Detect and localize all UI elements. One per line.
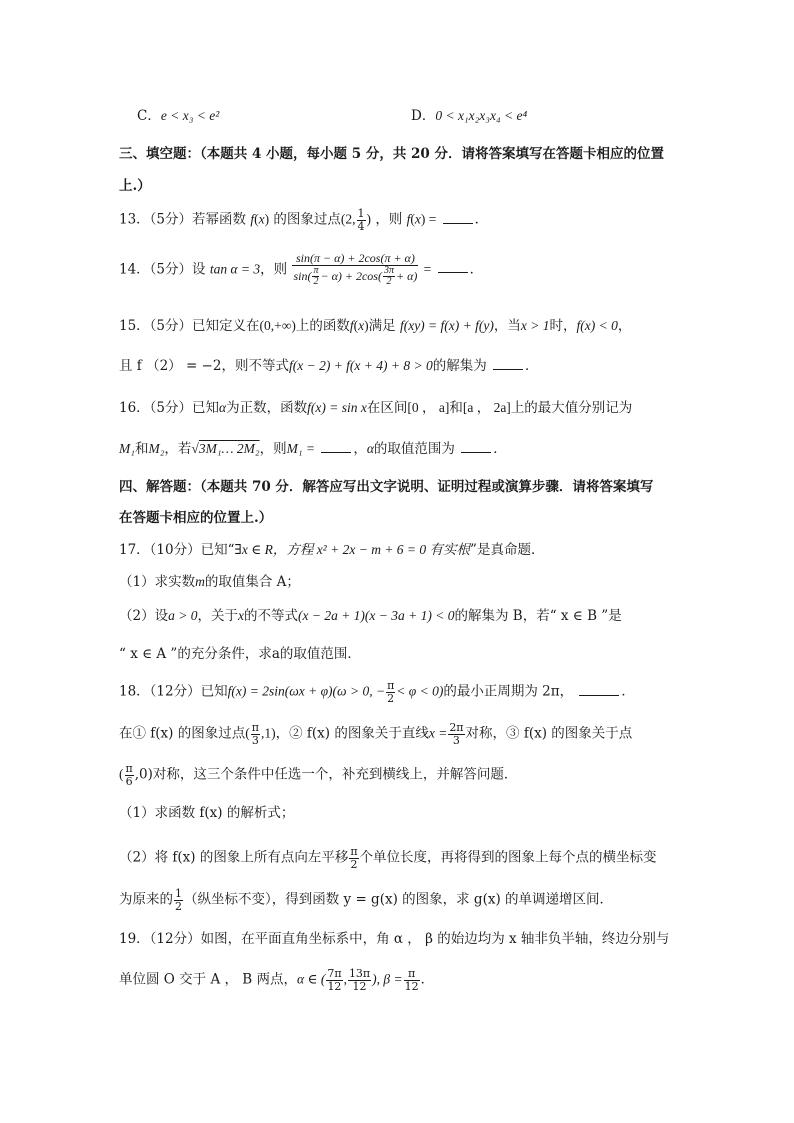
question-14: 14．（5分）设 tan α = 3，则 sin(π − α) + 2cos(π + α) sin( $\frac{\pi}{2}$ − α) + 2cos( $\frac{3\pi}{2}$ + α) = ． (119, 251, 484, 288)
answer-blank[interactable] (443, 222, 473, 224)
question-19: 19．（12分）如图，在平面直角坐标系中，角 α ， β 的始边均为 x 轴非负半轴，终边分别与 (119, 931, 670, 947)
fraction-one-quarter: $\frac{1}{4}$ (357, 207, 365, 233)
section-3-heading: 三、填空题：（本题共 4 小题，每小题 5 分，共 20 分．请将答案填写在答题卡相应的位置 (119, 146, 665, 162)
option-d: D．0 < x₁x₂x₃x₄ < e⁴ (411, 108, 528, 124)
question-18-conditions: 在① f(x) 的图象过点( $\frac{\pi}{3}$ ,1)，② f(x) 的图象关于直线x = $\frac{2\pi}{3}$ 对称，③ f(x) 的图象关于点 (119, 721, 633, 747)
option-c: C．e < x₃ < e² (137, 108, 220, 124)
question-13: 13．（5分）若幂函数 f(x) 的图象过点(2, $\frac{1}{4}$ ) ，则 f(x) = ． (119, 207, 489, 233)
question-15-line1: 15．（5分）已知定义在(0,+∞)上的函数f(x)满足 f(xy) = f(x) + f(y)，当x > 1时，f(x) < 0， (119, 318, 632, 334)
question-18-part2: （2）将 f(x) 的图象上所有点向左平移 $\frac{\pi}{2}$ 个单位长度，再将得到的图象上每个点的横坐标变 (119, 845, 657, 871)
q14-fraction: sin(π − α) + 2cos(π + α) sin( $\frac{\pi}{2}$ − α) + 2cos( $\frac{3\pi}{2}$ + α) (293, 251, 418, 288)
question-17-part2: （2）设a > 0，关于x的不等式(x − 2a + 1)(x − 3a + 1) < 0的解集为 B，若“ x ∈ B ”是 (119, 608, 622, 624)
question-15-line2: 且 f （2） = −2，则不等式f(x − 2) + f(x + 4) + 8 > 0的解集为 ． (119, 358, 539, 374)
question-16-line2: M₁和M₂，若√3M₁… 2M₂，则M₁ = ，α的取值范围为 ． (119, 441, 507, 457)
section-4-heading-cont: 在答题卡相应的位置上.） (119, 510, 273, 526)
answer-blank[interactable] (438, 271, 468, 273)
section-3-heading-cont: 上.） (119, 178, 151, 194)
answer-blank[interactable] (493, 368, 523, 370)
question-18-part2-cont: 为原来的 $\frac{1}{2}$ （纵坐标不变），得到函数 y = g(x) 的图象，求 g(x) 的单调递增区间． (119, 887, 614, 913)
question-17-part2-cont: “ x ∈ A ”的充分条件，求a的取值范围． (119, 646, 361, 662)
question-19-cont: 单位圆 O 交于 A ， B 两点，α ∈ ( $\frac{7\pi}{12}$ , $\frac{13\pi}{12}$ ), β = $\frac{\pi}{12}$ ． (119, 967, 435, 993)
question-17-part1: （1）求实数m的取值集合 A； (119, 574, 300, 590)
answer-blank[interactable] (579, 694, 619, 696)
question-18: 18．（12分）已知f(x) = 2sin(ωx + φ)(ω > 0, − $\frac{\pi}{2}$ < φ < 0)的最小正周期为 2π， ． (119, 679, 635, 705)
section-4-heading: 四、解答题：（本题共 70 分．解答应写出文字说明、证明过程或演算步骤．请将答案填写 (119, 479, 654, 495)
question-18-part1: （1）求函数 f(x) 的解析式； (119, 805, 295, 821)
question-16-line1: 16．（5分）已知α为正数，函数f(x) = sin x在区间[0 ， a]和[a ， 2a]上的最大值分别记为 (119, 400, 633, 416)
question-18-conditions-cont: ( $\frac{\pi}{6}$ ,0)对称，这三个条件中任选一个，补充到横线上，并解答问题． (119, 762, 518, 788)
question-17: 17．（10分）已知“∃x ∈ R，方程 x² + 2x − m + 6 = 0 有实根”是真命题． (119, 542, 545, 558)
answer-blank[interactable] (321, 451, 351, 453)
answer-blank[interactable] (461, 451, 491, 453)
